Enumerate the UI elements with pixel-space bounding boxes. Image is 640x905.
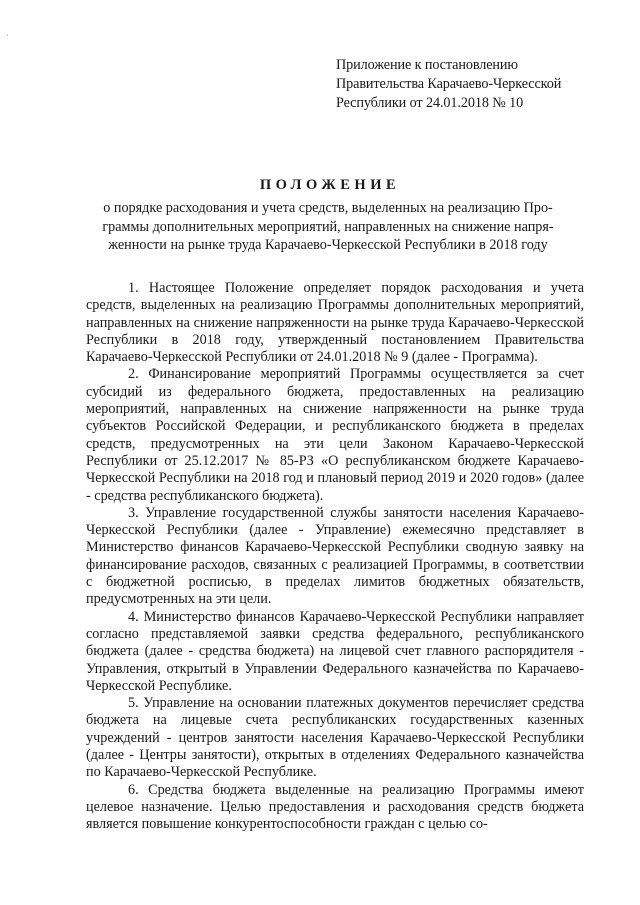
subtitle-line-1: о порядке расходования и учета средств, выделенных на реализацию Про- — [103, 200, 553, 216]
subtitle-line-3: женности на рынке труда Карачаево-Черкесской Республики в 2018 году — [108, 237, 548, 253]
paragraph-6: 6. Средства бюджета выделенные на реализацию Программы имеют целевое назначение. Целью предоставления и расходования средств бюджета является повышение конкурентоспособности граждан с целью со- — [86, 781, 584, 833]
document-body — [86, 280, 584, 834]
document-title: ПОЛОЖЕНИЕ — [259, 177, 401, 193]
appendix-header — [336, 56, 561, 113]
paragraph-5: 5. Управление на основании платежных документов перечисляет средства бюджета на лицевые счета республиканских государственных казенных учреждений - центров занятости населения Карачаево-Черкесской Республики (далее - Центры занятости), открытых в отделениях Федерального казначейства по Карачаево-Черкесской Республике. — [86, 695, 584, 781]
document-subtitle — [68, 199, 588, 255]
paragraph-1: 1. Настоящее Положение определяет порядок расходования и учета средств, выделенных на реализацию Программы дополнительных мероприятий, направленных на снижение напряженности на рынке труда Карачаево-Черкесской Республики в 2018 году, утвержденный постановлением Правительства Карачаево-Черкесской Республики от 24.01.2018 № 9 (далее - Программа). — [86, 280, 584, 366]
paragraph-4: 4. Министерство финансов Карачаево-Черкесской Республики направляет согласно представляемой заявки средства федерального, республиканского бюджета (далее - средства бюджета) на лицевой счет главного распорядителя - Управления, открытый в Управлении Федерального казначейства по Карачаево-Черкесской Республике. — [86, 608, 584, 694]
appendix-line-1: Приложение к постановлению — [336, 57, 518, 73]
scan-mark: · — [6, 30, 9, 40]
paragraph-2: 2. Финансирование мероприятий Программы осуществляется за счет субсидий из федерального бюджета, предоставленных на реализацию мероприятий, направленных на снижение напряженности на рынке труда субъектов Российской Федерации, и республиканского бюджета в пределах средств, предусмотренных на эти цели Законом Карачаево-Черкесской Республики от 25.12.2017 № 85-РЗ «О республиканском бюджете Карачаево-Черкесской Республики на 2018 год и плановый период 2019 и 2020 годов» (далее - средства республиканского бюджета). — [86, 366, 584, 504]
appendix-line-3: Республики от 24.01.2018 № 10 — [336, 95, 524, 111]
paragraph-3: 3. Управление государственной службы занятости населения Карачаево-Черкесской Республики (далее - Управление) ежемесячно представляет в Министерство финансов Карачаево-Черкесской Республики сводную заявку на финансирование расходов, связанных с реализацией Программы, в соответствии с бюджетной росписью, в пределах лимитов бюджетных обязательств, предусмотренных на эти цели. — [86, 504, 584, 608]
subtitle-line-2: граммы дополнительных мероприятий, направленных на снижение напря- — [102, 218, 554, 235]
appendix-line-2: Правительства Карачаево-Черкесской — [336, 76, 562, 92]
